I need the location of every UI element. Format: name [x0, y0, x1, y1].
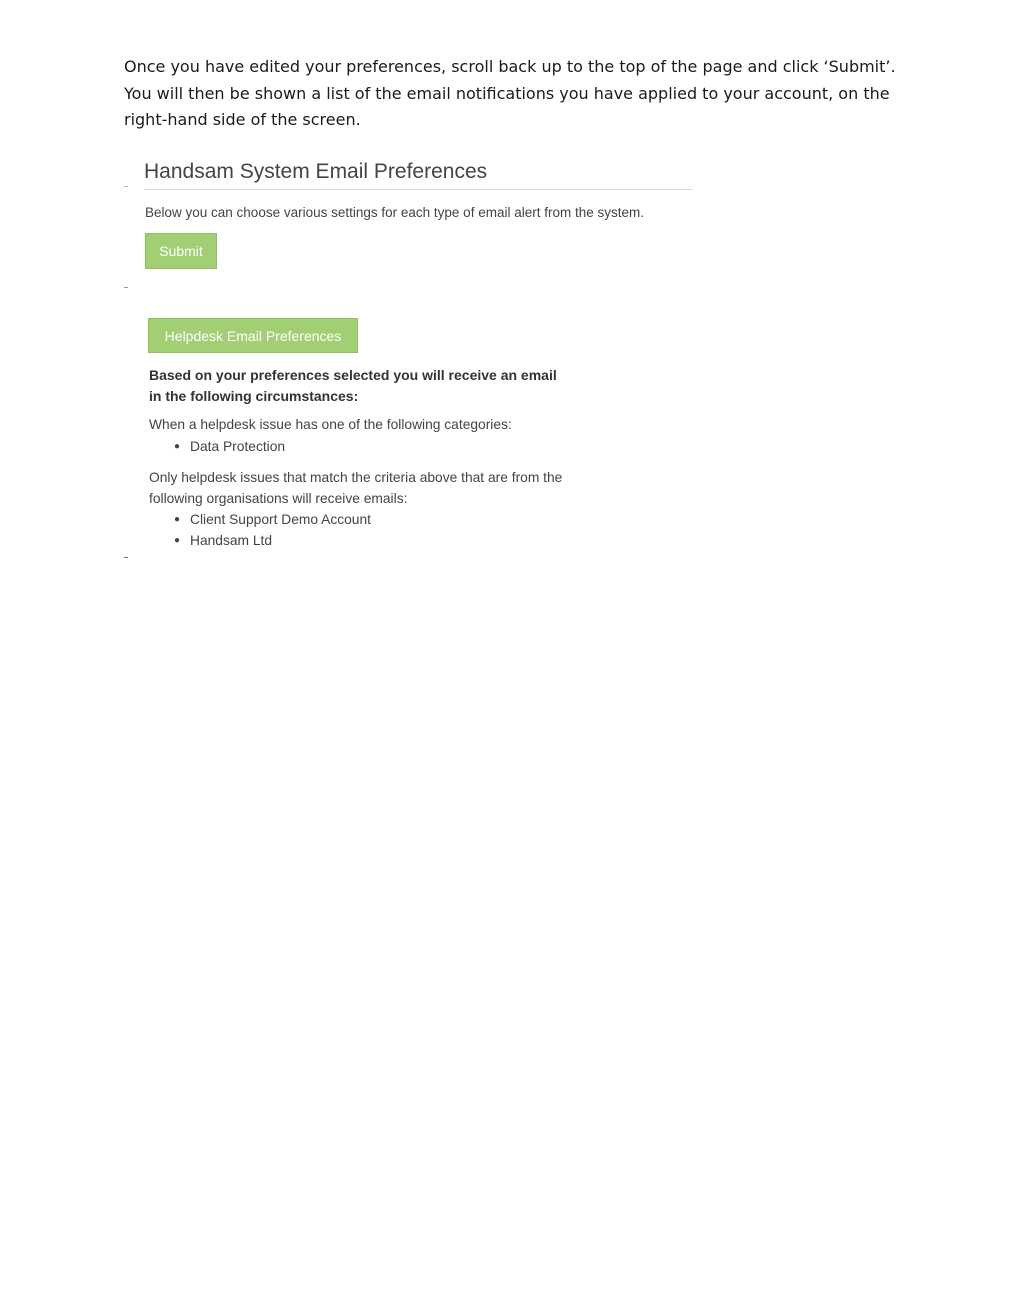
- organisation-label: Client Support Demo Account: [190, 512, 371, 527]
- list-item: [149, 530, 371, 551]
- categories-intro: When a helpdesk issue has one of the following categories:: [149, 417, 512, 432]
- divider-mark: [124, 557, 128, 558]
- helpdesk-preferences-button[interactable]: Helpdesk Email Preferences: [148, 318, 358, 353]
- organisations-intro: Only helpdesk issues that match the criteria above that are from the following organisations will receive emails:: [149, 470, 563, 506]
- bullet-icon: ●: [174, 535, 181, 546]
- page-description: Below you can choose various settings for each type of email alert from the system.: [145, 205, 644, 220]
- divider-mark: [124, 186, 128, 187]
- bullet-icon: ●: [174, 514, 181, 525]
- summary-heading: Based on your preferences selected you will receive an email in the following circumstances:: [149, 367, 557, 404]
- summary-screenshot: [124, 312, 584, 557]
- category-label: Data Protection: [190, 439, 286, 454]
- title-divider: [144, 189, 692, 190]
- intro-paragraph: Once you have edited your preferences, scroll back up to the top of the page and click ‘Submit’. You will then be shown a list of the email notifications you have applied to your account, on the right-hand side of the screen.: [124, 57, 896, 129]
- submit-button[interactable]: Submit: [145, 233, 217, 269]
- organisation-label: Handsam Ltd: [190, 533, 273, 548]
- preferences-screenshot: [124, 150, 704, 285]
- list-item: [149, 509, 371, 530]
- categories-list: [149, 436, 285, 457]
- page-title: Handsam System Email Preferences: [144, 160, 488, 183]
- bullet-icon: ●: [174, 441, 181, 452]
- divider-mark: [124, 287, 128, 288]
- organisations-list: [149, 509, 371, 551]
- list-item: [149, 436, 285, 457]
